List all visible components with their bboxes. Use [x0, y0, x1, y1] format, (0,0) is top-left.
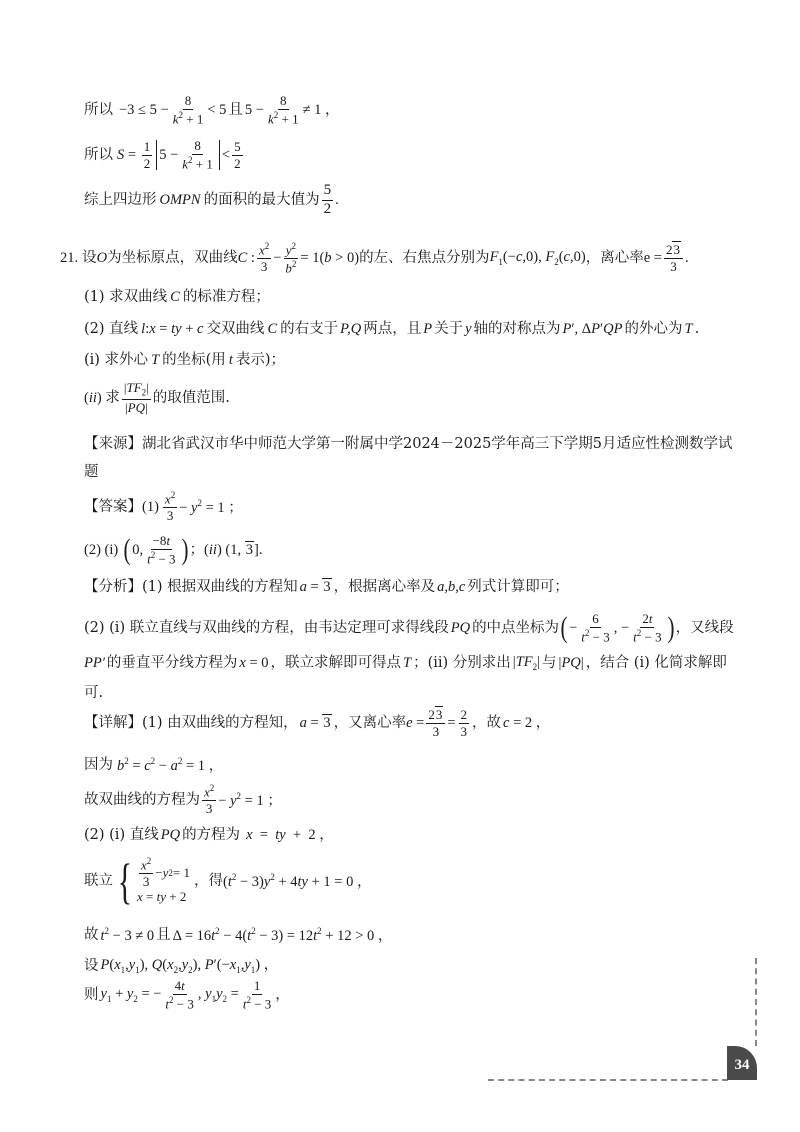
conclusion-line-2: 所以 S = $\frac{1}{2}$ 5 − $\frac{8}{k^2 + 1}$ < $\frac{5}{2}$	[84, 138, 241, 172]
detail-line-6: 故 $t^2 - 3 \ne 0$ 且 $\Delta = 16t^2 - 4(t^2 - 3) = 12t^2 + 12 > 0$ ，	[84, 925, 393, 944]
page-number: 34	[734, 1056, 750, 1073]
page-border-dashed-horizontal	[488, 1079, 728, 1081]
conclusion-line-1: 所以 −3 ≤ 5 − $\frac{8}{k^2 + 1}$ < 5 且 5 − $\frac{8}{k^2 + 1}$ ≠ 1 ，	[84, 93, 340, 127]
question-2-ii: (ii) 求 $\frac{|TF_2|}{|PQ|}$ 的取值范围.	[84, 380, 230, 416]
analysis-line-2: (2) (i) 联立直线与双曲线的方程，由韦达定理可求得线段 PQ 的中点坐标为 ( − $\frac{6}{t^2 - 3}$ , − $\frac{2t}{t^2 - 3}$ ) ，又线段	[84, 611, 734, 645]
question-1: (1) 求双曲线 C 的标准方程；	[84, 288, 270, 305]
question-2: (2) 直线 l:x = ty + c 交双曲线 C 的右支于 P,Q 两点，且 P 关于 y 轴的对称点为 P′, ΔP′QP 的外心为 T .	[84, 320, 700, 337]
source-line-2: 题	[84, 463, 99, 480]
page-number-tab	[727, 1046, 757, 1080]
answer-part-2: (2) (i) ( 0, $\frac{-8t}{t^2 - 3}$ ) ；(ii) (1, 3].	[84, 533, 263, 567]
conclusion-line-3: 综上四边形 OMPN 的面积的最大值为 $\frac{5}{2}$ .	[84, 181, 339, 217]
page-border-dashed-vertical	[755, 958, 757, 1046]
analysis-line-3: PP′ 的垂直平分线方程为 x = 0 ，联立求解即可得点 T ；(ii) 分别求出 $|TF_2|$ 与 |PQ| ，结合 (i) 化简求解即	[84, 653, 727, 672]
detail-line-7: 设 $P(x_1,y_1)$, $Q(x_2,y_2)$, $P'(-x_1,y_1)$ ，	[84, 956, 279, 975]
detail-line-8: 则 $y_1 + y_2$ = − $\frac{4t}{t^2 - 3}$ , $y_1y_2$ = $\frac{1}{t^2 - 3}$ ，	[84, 978, 290, 1012]
question-2-i: (i) 求外心 T 的坐标(用 t 表示)；	[84, 351, 286, 368]
source-line-1: 【来源】 湖北省武汉市华中师范大学第一附属中学2024－2025学年高三下学期5月适应性检测数学试	[84, 435, 733, 452]
problem-21-statement: 21. 设 O 为坐标原点，双曲线 C : $\frac{x^2}{3}$ − $\frac{y^2}{b^2}$ = 1(b > 0) 的左、右焦点分别为 $F_1(-c,0)$, $F_2(c,0)$ ，离心率 e = $\frac{23}{3}$ .	[60, 240, 689, 275]
analysis-line-4: 可.	[84, 684, 104, 701]
detail-line-2: 因为 $b^2 = c^2 - a^2 = 1$ ，	[84, 755, 224, 774]
detail-line-5-system: 联立 { $\frac{x^2}{3}$ − y 2 = 1 x = ty + 2 ，得 $(t^2 - 3)y^2 + 4ty + 1 = 0$ ，	[84, 853, 372, 909]
detail-line-1: 【详解】 (1) 由双曲线的方程知， a = 3 ，又离心率 e = $\frac{23}{3}$ = $\frac{2}{3}$ ，故 c = 2 ，	[84, 706, 551, 739]
analysis-line-1: 【分析】 (1) 根据双曲线的方程知 a = 3 ，根据离心率及 a,b,c 列式计算即可；	[84, 578, 569, 595]
detail-line-4: (2) (i) 直线 PQ 的方程为 x = ty + 2 ，	[84, 826, 334, 843]
detail-line-3: 故双曲线的方程为 $\frac{x^2}{3}$ − $y^2 = 1$ ；	[84, 783, 282, 817]
answer-part-1: 【答案】 (1) $\frac{x^2}{3}$ − $y^2 = 1$ ；	[84, 490, 243, 524]
